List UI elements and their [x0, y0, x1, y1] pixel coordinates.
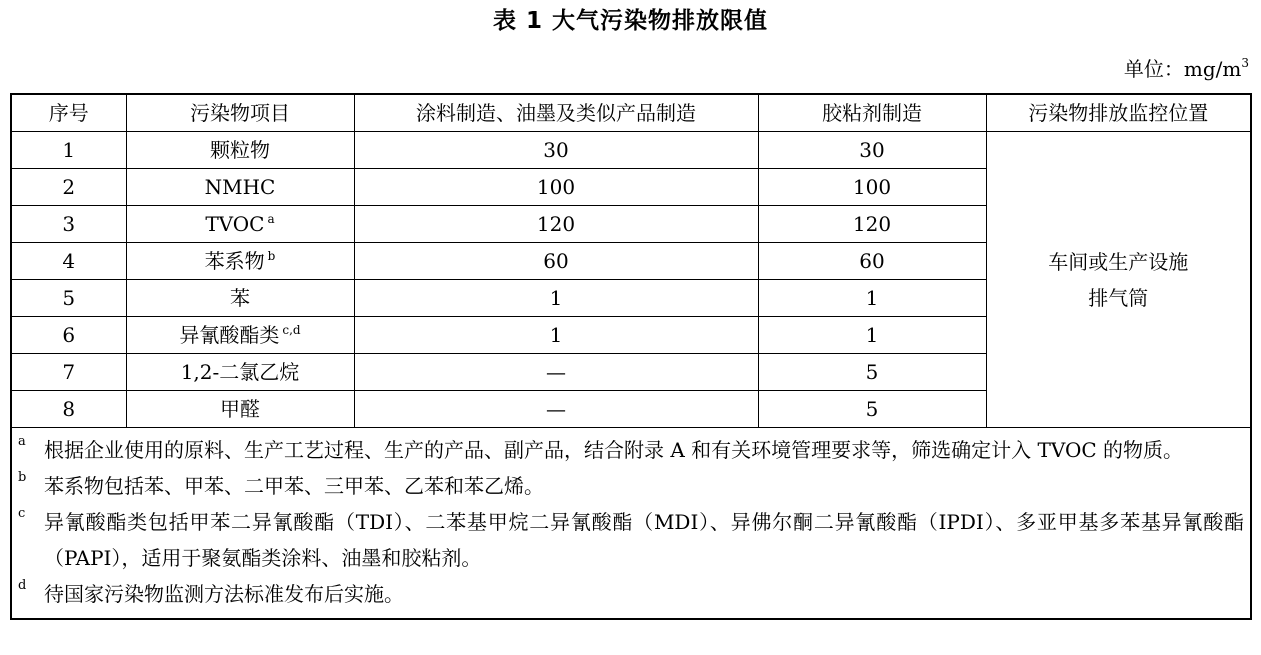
row-item: [126, 280, 354, 317]
row-item: [126, 391, 354, 428]
row-item: [126, 317, 354, 354]
row-item: [126, 354, 354, 391]
footnote-ref: a: [267, 212, 275, 226]
row-adhesive-value: 30: [758, 132, 986, 169]
header-adhesive-manufacturing: 胶粘剂制造: [758, 94, 986, 132]
row-coating-value: 100: [354, 169, 758, 206]
row-adhesive-value: 100: [758, 169, 986, 206]
note-mark: a: [18, 434, 26, 449]
unit-text: 单位：mg/m: [1123, 57, 1242, 81]
table-notes: [11, 428, 1251, 620]
row-no: 1: [11, 132, 126, 169]
table-note: [18, 504, 1244, 576]
item-name: NMHC: [204, 175, 276, 199]
table-note: [18, 468, 1244, 504]
row-adhesive-value: 1: [758, 280, 986, 317]
row-item: [126, 206, 354, 243]
header-serial-no: 序号: [11, 94, 126, 132]
row-no: 8: [11, 391, 126, 428]
item-name: 苯系物: [204, 249, 265, 273]
item-name: 异氰酸酯类: [179, 323, 280, 347]
emission-limits-table: [10, 93, 1252, 620]
note-text: 苯系物包括苯、甲苯、二甲苯、三甲苯、乙苯和苯乙烯。: [44, 474, 544, 498]
row-adhesive-value: 60: [758, 243, 986, 280]
row-item: [126, 132, 354, 169]
note-text: 根据企业使用的原料、生产工艺过程、生产的产品、副产品，结合附录 A 和有关环境管理要求等，筛选确定计入 TVOC 的物质。: [44, 438, 1184, 462]
row-adhesive-value: 1: [758, 317, 986, 354]
item-name: 甲醛: [220, 397, 260, 421]
row-no: 3: [11, 206, 126, 243]
row-no: 7: [11, 354, 126, 391]
header-pollutant-item: 污染物项目: [126, 94, 354, 132]
note-text: 待国家污染物监测方法标准发布后实施。: [44, 582, 404, 606]
notes-row: [11, 428, 1251, 620]
note-mark: b: [18, 470, 27, 485]
row-coating-value: —: [354, 354, 758, 391]
header-coating-manufacturing: 涂料制造、油墨及类似产品制造: [354, 94, 758, 132]
row-adhesive-value: 5: [758, 354, 986, 391]
row-coating-value: 60: [354, 243, 758, 280]
monitoring-location-cell: [986, 132, 1251, 428]
monitoring-location-line1: 车间或生产设施: [1048, 249, 1189, 274]
row-item: [126, 243, 354, 280]
row-no: 6: [11, 317, 126, 354]
note-mark: d: [18, 578, 27, 593]
item-name: 苯: [230, 286, 250, 310]
row-adhesive-value: 120: [758, 206, 986, 243]
item-name: 颗粒物: [210, 138, 270, 162]
table-row: [11, 132, 1251, 169]
header-row: [11, 94, 1251, 132]
row-coating-value: 120: [354, 206, 758, 243]
unit-superscript: 3: [1241, 56, 1249, 70]
row-item: [126, 169, 354, 206]
table-note: [18, 576, 1244, 612]
item-name: 1,2-二氯乙烷: [180, 360, 300, 384]
header-monitoring-location: 污染物排放监控位置: [986, 94, 1251, 132]
row-adhesive-value: 5: [758, 391, 986, 428]
table-note: [18, 432, 1244, 468]
row-coating-value: —: [354, 391, 758, 428]
row-no: 2: [11, 169, 126, 206]
row-coating-value: 1: [354, 280, 758, 317]
row-no: 5: [11, 280, 126, 317]
footnote-ref: b: [267, 249, 276, 263]
monitoring-location-line2: 排气筒: [1088, 285, 1149, 310]
table-title: 表 1 大气污染物排放限值: [492, 8, 769, 34]
row-no: 4: [11, 243, 126, 280]
row-coating-value: 1: [354, 317, 758, 354]
note-mark: c: [18, 506, 26, 521]
row-coating-value: 30: [354, 132, 758, 169]
unit-label: [1124, 56, 1249, 82]
item-name: TVOC: [205, 212, 265, 236]
footnote-ref: c,d: [282, 323, 301, 337]
note-text: 异氰酸酯类包括甲苯二异氰酸酯（TDI）、二苯基甲烷二异氰酸酯（MDI）、异佛尔酮二异氰酸酯（IPDI）、多亚甲基多苯基异氰酸酯（PAPI），适用于聚氨酯类涂料、油墨和胶粘剂。: [44, 510, 1244, 570]
